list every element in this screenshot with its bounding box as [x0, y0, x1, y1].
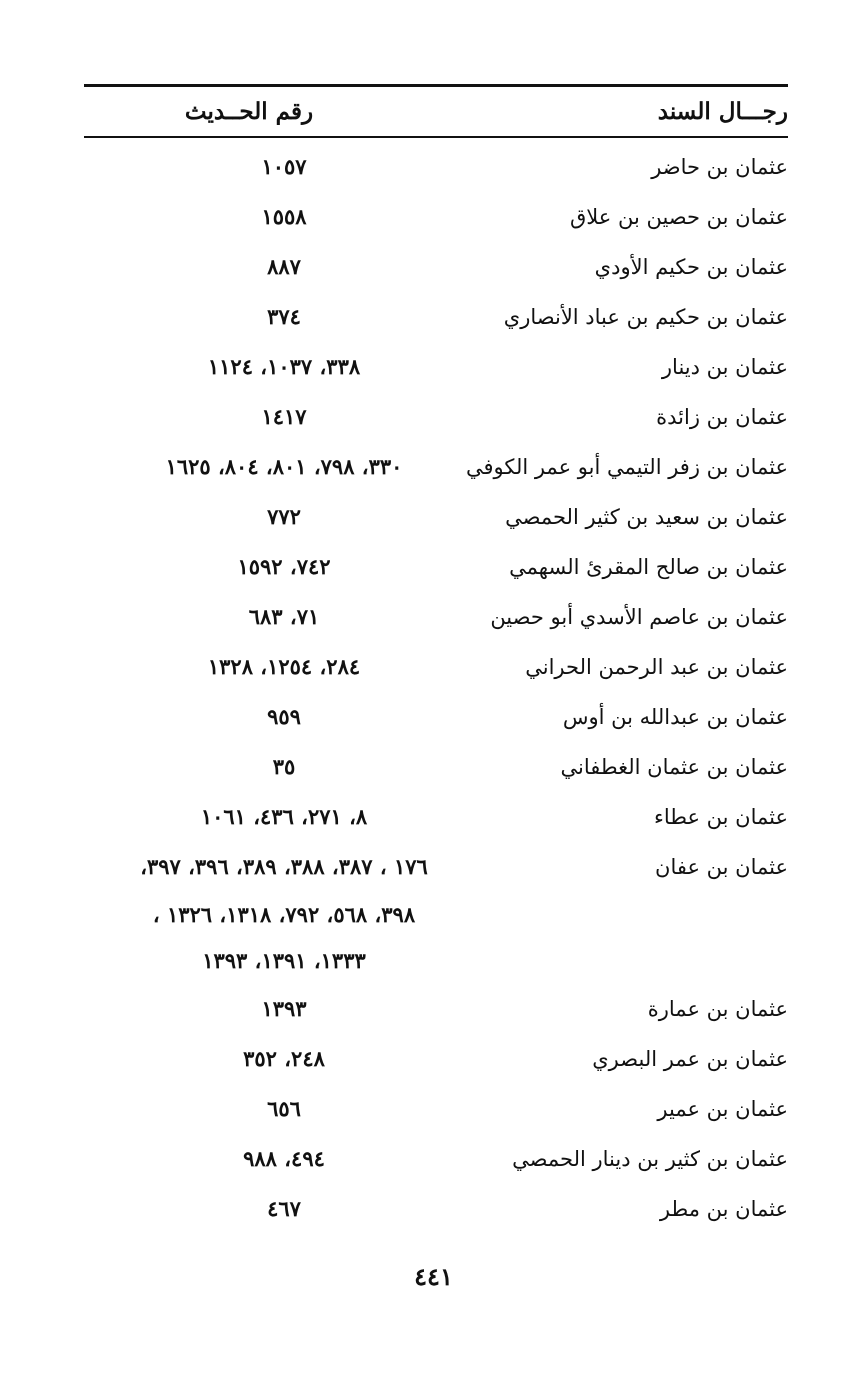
hadith-numbers: [84, 742, 484, 792]
narrator-row: [84, 1084, 788, 1134]
narrator-name: عثمان بن حكيم الأودي: [594, 255, 788, 279]
narrator-row: [84, 392, 788, 442]
narrator-name: عثمان بن عمارة: [647, 997, 788, 1021]
hadith-numbers: [84, 242, 484, 292]
hadith-numbers: [84, 1134, 484, 1184]
hadith-numbers-line: ١٥٥٨: [261, 204, 307, 229]
narrator-row: [84, 1184, 788, 1234]
hadith-numbers-line: ٩٥٩: [267, 704, 301, 729]
narrator-name: عثمان بن عاصم الأسدي أبو حصين: [490, 605, 788, 629]
hadith-numbers-line: ١٠٥٧: [261, 154, 307, 179]
narrator-row: [84, 742, 788, 792]
narrator-row: [84, 142, 788, 192]
hadith-numbers: [84, 192, 484, 242]
narrator-name: عثمان بن عمير: [657, 1097, 788, 1121]
narrator-name: عثمان بن دينار: [661, 355, 788, 379]
narrator-row: [84, 692, 788, 742]
hadith-numbers-line: ١٣٣٣، ١٣٩١، ١٣٩٣: [202, 948, 366, 973]
hadith-numbers: [84, 592, 484, 642]
narrator-name: عثمان بن زفر التيمي أبو عمر الكوفي: [465, 455, 788, 479]
narrator-name: عثمان بن عطاء: [653, 805, 788, 829]
hadith-numbers: [84, 1084, 484, 1134]
narrator-row: [84, 592, 788, 642]
hadith-numbers: [84, 292, 484, 342]
hadith-numbers: [84, 392, 484, 442]
narrator-name: عثمان بن عبدالله بن أوس: [562, 705, 788, 729]
top-rule: [84, 84, 788, 87]
hadith-numbers: [84, 542, 484, 592]
hadith-numbers-line: ٣٣٠، ٧٩٨، ٨٠١، ٨٠٤، ١٦٢٥: [165, 454, 403, 479]
hadith-numbers-line: ٧٤٢، ١٥٩٢: [237, 554, 331, 579]
narrator-list: [84, 142, 788, 1234]
narrator-name: عثمان بن صالح المقرئ السهمي: [509, 555, 788, 579]
hadith-numbers: [84, 342, 484, 392]
hadith-numbers-line: ٤٩٤، ٩٨٨: [243, 1146, 325, 1171]
narrator-name: عثمان بن مطر: [659, 1197, 788, 1221]
narrator-row: [84, 1134, 788, 1184]
narrator-row: [84, 792, 788, 842]
hadith-numbers-line: ٢٨٤، ١٢٥٤، ١٣٢٨: [207, 654, 361, 679]
narrator-name: عثمان بن حكيم بن عباد الأنصاري: [503, 305, 788, 329]
narrator-name: عثمان بن حاضر: [651, 155, 788, 179]
narrator-row: [84, 242, 788, 292]
hadith-numbers-line: ٢٤٨، ٣٥٢: [243, 1046, 325, 1071]
hadith-numbers-line: ٣٣٨، ١٠٣٧، ١١٢٤: [207, 354, 361, 379]
narrator-name: عثمان بن عمر البصري: [592, 1047, 788, 1071]
hadith-numbers: [84, 1184, 484, 1234]
narrator-name: عثمان بن عبد الرحمن الحراني: [525, 655, 788, 679]
narrator-row: [84, 292, 788, 342]
column-header-hadith-number: رقم الحــديث: [184, 98, 314, 125]
header-rule: [84, 136, 788, 138]
narrator-row: [84, 984, 788, 1034]
page-number: ٤٤١: [414, 1262, 453, 1291]
narrator-row: [84, 1034, 788, 1084]
narrator-row: [84, 342, 788, 392]
hadith-numbers-line: ١٧٦ ، ٣٨٧، ٣٨٨، ٣٨٩، ٣٩٦، ٣٩٧،: [140, 854, 428, 879]
narrator-name: عثمان بن حصين بن علاق: [569, 205, 788, 229]
narrator-row: [84, 192, 788, 242]
narrator-row: [84, 492, 788, 542]
narrator-name: عثمان بن كثير بن دينار الحمصي: [512, 1147, 788, 1171]
narrator-row: [84, 442, 788, 492]
narrator-row: [84, 842, 788, 984]
hadith-numbers-line: ١٤١٧: [261, 404, 307, 429]
narrator-row: [84, 542, 788, 592]
narrator-name: عثمان بن عثمان الغطفاني: [560, 755, 788, 779]
hadith-numbers: [84, 1034, 484, 1084]
hadith-numbers: [84, 984, 484, 1034]
hadith-numbers: [84, 692, 484, 742]
hadith-numbers: [84, 142, 484, 192]
narrator-row: [84, 642, 788, 692]
hadith-numbers-line: ٧١، ٦٨٣: [248, 604, 320, 629]
narrator-name: عثمان بن عفان: [655, 855, 788, 879]
hadith-numbers: [84, 642, 484, 692]
hadith-numbers-line: ٨، ٢٧١، ٤٣٦، ١٠٦١: [200, 804, 368, 829]
hadith-numbers-line: ١٣٩٣: [261, 996, 307, 1021]
hadith-numbers-line: ٤٦٧: [267, 1196, 301, 1221]
hadith-numbers-line: ٣٥: [272, 754, 296, 779]
hadith-numbers-line: ٨٨٧: [267, 254, 301, 279]
hadith-numbers: [84, 792, 484, 842]
hadith-numbers: [84, 842, 484, 984]
hadith-numbers-line: ٣٩٨، ٥٦٨، ٧٩٢، ١٣١٨، ١٣٢٦ ،: [152, 902, 416, 927]
hadith-numbers-line: ٣٧٤: [267, 304, 301, 329]
hadith-numbers: [84, 492, 484, 542]
hadith-numbers-line: ٦٥٦: [267, 1096, 301, 1121]
table-header: [84, 92, 788, 132]
narrator-name: عثمان بن زائدة: [656, 405, 788, 429]
hadith-numbers: [84, 442, 484, 492]
narrator-name: عثمان بن سعيد بن كثير الحمصي: [505, 505, 788, 529]
hadith-numbers-line: ٧٧٢: [267, 504, 301, 529]
column-header-narrators: رجـــال السند: [657, 98, 788, 125]
